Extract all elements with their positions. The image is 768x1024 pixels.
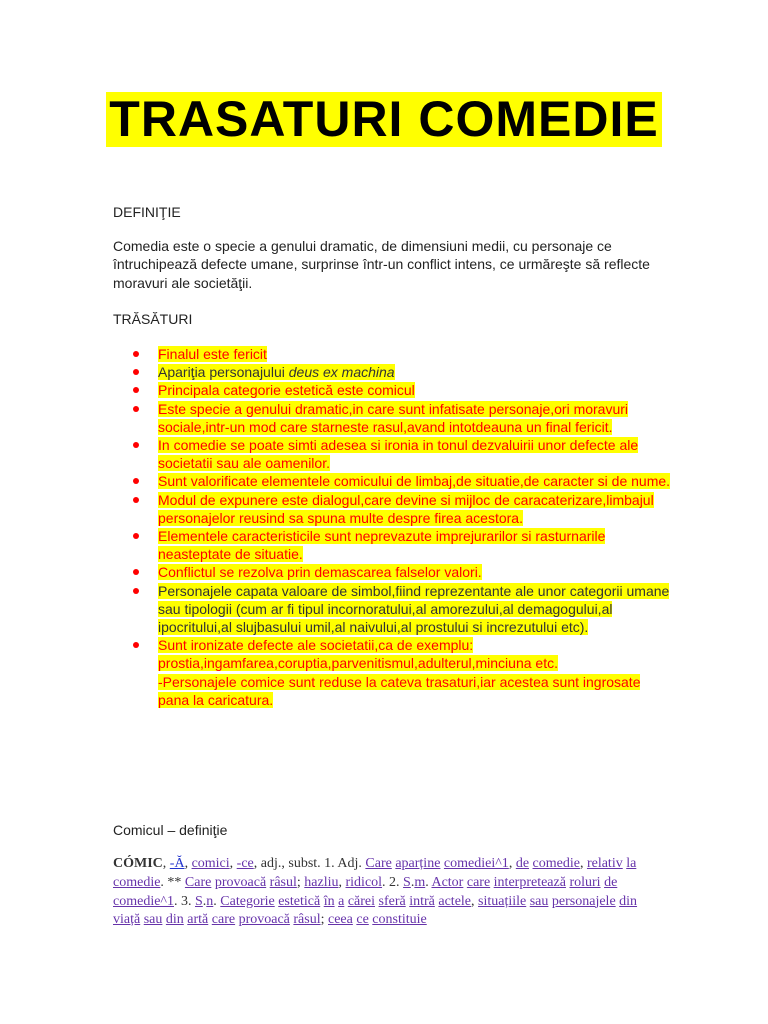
feature-item <box>158 472 673 490</box>
feature-text: Sunt valorificate elementele comicului de limbaj,de situatie,de caracter si de nume. <box>158 473 671 490</box>
page-title: TRASATURI COMEDIE <box>106 92 661 147</box>
feature-text <box>158 364 395 380</box>
dict-link[interactable]: de <box>604 874 618 890</box>
feature-text-pre: Apariţia personajului <box>158 364 289 381</box>
feature-text-italic: deus ex machina <box>288 364 395 381</box>
features-list <box>113 345 673 709</box>
dict-link[interactable]: S <box>403 874 411 890</box>
feature-text: prostia,ingamfarea,coruptia,parvenitismul,adulterul,minciuna etc. <box>158 655 558 672</box>
dict-link[interactable]: -Ă <box>169 856 185 871</box>
dict-link[interactable]: actele <box>438 893 472 909</box>
dict-link[interactable]: aparține <box>395 856 441 871</box>
dict-text: . 2. <box>382 874 400 890</box>
dict-link[interactable]: interpretează <box>493 874 566 890</box>
dict-link[interactable]: situațiile <box>478 893 527 909</box>
dict-link[interactable]: roluri <box>569 874 601 890</box>
dict-link[interactable]: la <box>626 856 637 871</box>
feature-text: -Personajele comice sunt reduse la cateva trasaturi,iar acestea sunt ingrosate pana la caricatura. <box>158 673 641 708</box>
dict-text: . ** <box>160 874 182 890</box>
dict-link[interactable]: Actor <box>431 874 464 890</box>
feature-item <box>158 400 673 436</box>
features-heading: TRĂSĂTURI <box>113 311 193 327</box>
dict-link[interactable]: intră <box>409 893 435 909</box>
feature-text: Conflictul se rezolva prin demascarea falselor valori. <box>158 564 482 581</box>
dict-headword: CÓMIC <box>113 856 163 871</box>
feature-text: Personajele capata valoare de simbol,fiind reprezentante ale unor categorii umane sau tipologii (cum ar fi tipul incornoratului,al amorezului,al demagogului,al ipocritului,al slujbasului umil,al naivului,al prostului si increzutului etc). <box>158 582 670 636</box>
feature-text: Modul de expunere este dialogul,care devine si mijloc de caracaterizare,limbajul personajelor reusind sa spuna multe despre firea acestora. <box>158 491 654 526</box>
feature-text: Elementele caracteristicile sunt neprevazute imprejurarilor si rasturnarile neasteptate de situatie. <box>158 528 606 563</box>
feature-item <box>158 381 673 399</box>
feature-item <box>158 345 673 363</box>
dict-link[interactable]: sferă <box>378 893 406 909</box>
feature-text: Principala categorie estetică este comicul <box>158 382 415 399</box>
dict-link[interactable]: de <box>515 856 530 871</box>
dict-link[interactable]: în <box>323 893 335 909</box>
dict-link[interactable]: Categorie <box>220 893 275 909</box>
dict-link[interactable]: viață <box>113 912 141 928</box>
feature-text: Este specie a genului dramatic,in care sunt infatisate personaje,ori moravuri sociale,intr-un mod care starneste rasul,avand intotdeauna un final fericit. <box>158 400 629 435</box>
feature-item <box>158 363 673 381</box>
dict-link[interactable]: relativ <box>586 856 623 871</box>
dict-link[interactable]: care <box>211 912 236 928</box>
title-container <box>0 92 768 147</box>
dict-text: . 3. <box>174 893 192 909</box>
feature-item <box>158 563 673 581</box>
feature-item <box>158 491 673 527</box>
feature-item <box>158 436 673 472</box>
dict-link[interactable]: sau <box>529 893 549 909</box>
definition-heading: DEFINIŢIE <box>113 204 181 220</box>
dict-link[interactable]: Care <box>184 874 212 890</box>
dict-link[interactable]: provoacă <box>214 874 267 890</box>
dict-link[interactable]: S <box>195 893 203 909</box>
dictionary-entry: CÓMIC, -Ă, comici, -ce, adj., subst. 1. Adj. Care aparține comediei^1, de comedie, relativ la comedie. ** Care provoacă râsul; hazliu, ridicol. 2. S.m. Actor care interpretează roluri de comedie^1. 3. S.n. Categorie estetică în a cărei sferă intră actele, situațiile sau personajele din viață sau din artă care provoacă râsul; ceea ce constituie <box>113 856 638 928</box>
comic-heading: Comicul – definiţie <box>113 822 228 838</box>
dict-link[interactable]: hazliu <box>304 874 339 890</box>
dict-link[interactable]: comedie <box>113 874 161 890</box>
dict-link[interactable]: râsul <box>269 874 297 890</box>
dict-link[interactable]: estetică <box>278 893 321 909</box>
feature-item <box>158 636 673 709</box>
dict-link[interactable]: comediei^1 <box>443 856 509 871</box>
dict-link[interactable]: provoacă <box>238 912 290 928</box>
dict-link[interactable]: -ce <box>236 856 254 871</box>
feature-item <box>158 527 673 563</box>
dict-link[interactable]: n <box>206 893 214 909</box>
dict-link[interactable]: comici <box>191 856 230 871</box>
dict-link[interactable]: personajele <box>551 893 616 909</box>
dict-link[interactable]: Care <box>365 856 392 871</box>
dict-link[interactable]: ridicol <box>345 874 383 890</box>
dict-link[interactable]: ceea <box>328 912 353 928</box>
definition-paragraph: Comedia este o specie a genului dramatic, de dimensiuni medii, cu personaje ce întruchipează defecte umane, surprinse într-un conflict intens, ce urmăreşte să reflecte moravuri ale societăţii. <box>113 238 650 291</box>
dict-link[interactable]: artă <box>187 912 209 928</box>
dict-link[interactable]: din <box>165 912 184 928</box>
dict-link[interactable]: sau <box>143 912 163 928</box>
feature-item <box>158 582 673 637</box>
dict-link[interactable]: ce <box>356 912 369 928</box>
dict-link[interactable]: constituie <box>372 912 427 928</box>
feature-text: Sunt ironizate defecte ale societatii,ca de exemplu: <box>158 637 474 654</box>
dict-link[interactable]: cărei <box>347 893 376 909</box>
feature-text: Finalul este fericit <box>158 346 267 362</box>
dict-text: adj., subst. 1. Adj. <box>260 856 362 871</box>
dict-link[interactable]: râsul <box>293 912 321 928</box>
dict-link[interactable]: comedie <box>532 856 580 871</box>
dict-link[interactable]: din <box>619 893 638 909</box>
feature-text: In comedie se poate simti adesea si ironia in tonul dezvaluirii unor defecte ale societatii sau ale oamenilor. <box>158 437 639 472</box>
dict-link[interactable]: comedie^1 <box>113 893 174 909</box>
dict-link[interactable]: care <box>466 874 491 890</box>
dict-link[interactable]: a <box>338 893 345 909</box>
dict-link[interactable]: m <box>414 874 426 890</box>
